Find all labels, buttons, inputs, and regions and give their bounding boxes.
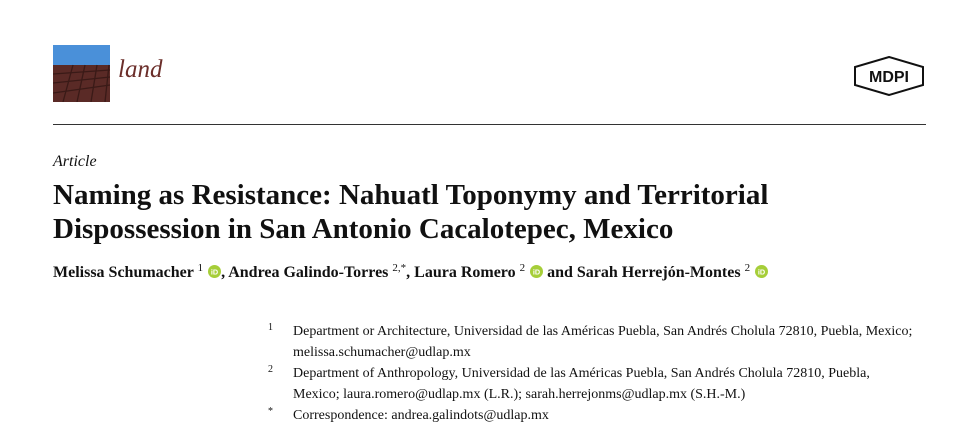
journal-logo: [53, 45, 110, 102]
correspondence-item: [268, 405, 938, 426]
title-line-2: Dispossession in San Antonio Cacalotepec, Mexico: [53, 213, 674, 245]
affiliation-text: Department or Architecture, Universidad de las Américas Puebla, San Andrés Cholula 72810, Puebla, Mexico;: [293, 324, 913, 339]
affiliation-marker: 1: [268, 322, 273, 333]
author-affiliation: 2,*: [392, 262, 407, 274]
article-title: [53, 178, 913, 246]
affiliation-list: [268, 321, 938, 426]
author-name: Sarah Herrejón-Montes: [576, 264, 741, 281]
affiliation-item: [268, 363, 938, 405]
affiliation-item: [268, 321, 938, 363]
svg-text:iD: iD: [757, 267, 766, 277]
author-affiliation: 2: [744, 262, 751, 274]
author-separator: and: [543, 264, 577, 281]
journal-name: land: [118, 56, 163, 83]
author-name: Andrea Galindo-Torres: [228, 264, 389, 281]
header-divider: [53, 124, 926, 125]
orcid-icon[interactable]: [530, 265, 543, 278]
mdpi-logo: [854, 56, 924, 96]
correspondence-text[interactable]: Correspondence: andrea.galindots@udlap.mx: [293, 408, 549, 423]
affiliation-text: Department of Anthropology, Universidad de las Américas Puebla, San Andrés Cholula 72810, Puebla,: [293, 366, 870, 381]
author-name: Laura Romero: [414, 264, 516, 281]
author-list: [53, 264, 933, 282]
affiliation-email[interactable]: Mexico; laura.romero@udlap.mx (L.R.); sarah.herrejonms@udlap.mx (S.H.-M.): [293, 387, 746, 402]
article-type: Article: [53, 153, 97, 170]
author-name: Melissa Schumacher: [53, 264, 194, 281]
affiliation-email[interactable]: melissa.schumacher@udlap.mx: [293, 345, 471, 360]
svg-text:iD: iD: [210, 267, 219, 277]
svg-text:iD: iD: [532, 267, 541, 277]
author-separator: ,: [406, 264, 415, 281]
orcid-icon[interactable]: [755, 265, 768, 278]
orcid-icon[interactable]: [208, 265, 221, 278]
author-affiliation: 2: [519, 262, 526, 274]
title-line-1: Naming as Resistance: Nahuatl Toponymy and Territorial: [53, 179, 769, 211]
correspondence-marker: *: [268, 406, 273, 417]
author-affiliation: 1: [197, 262, 204, 274]
author-separator: ,: [221, 264, 229, 281]
affiliation-marker: 2: [268, 364, 273, 375]
publisher-name: MDPI: [869, 69, 909, 86]
